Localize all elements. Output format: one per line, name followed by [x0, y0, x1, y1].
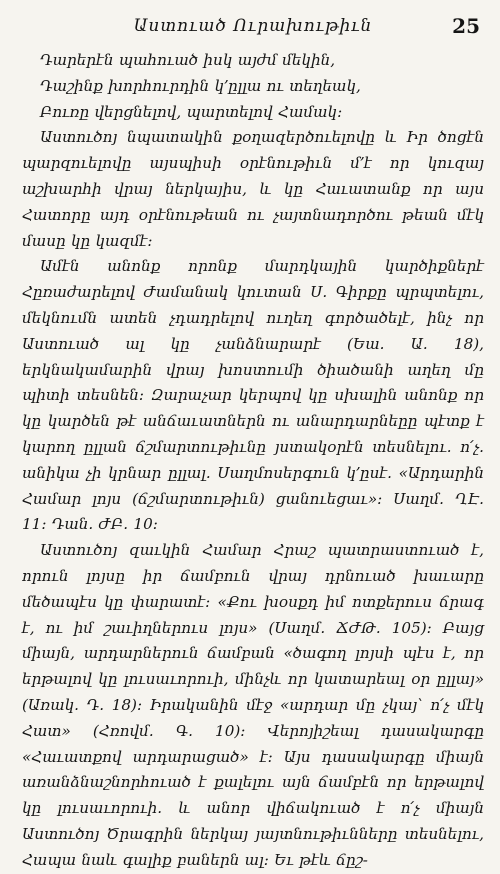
page-header — [22, 10, 484, 42]
page-body — [22, 48, 484, 874]
verse-line-2: Դաշինք խորհուրդին կ՚ըլլա ու տեղեակ, — [40, 76, 361, 95]
running-title: Աստուած Ուրախութիւն — [133, 16, 373, 36]
paragraph-3: Աստուծոյ զաւկին Համար Հրաշ պատրաստուած է, որուն լոյսը իր ճամբուն վրայ դրնուած խաւարը մեծապէս կը փարատէ: «Քու խօսքդ իմ ոտքերուս ճրագ է, ու իմ շաւիղներուս լոյս» (Սաղմ. ՃԺԹ. 105): Բայց միայն, արդարներուն ճամբան «ծագող լոյսի պէս է, որ երթալով կը լուսաւորուի, մինչև որ կատարեալ օր ըլլայ» (Առակ. Դ. 18): Իրականին մէջ «արդար մը չկայ՝ ո՛չ մէկ Հատ» (Հռովմ. Գ. 10): Վերոյիշեալ դասակարգը «Հաւատքով արդարացած» է: Այս դասակարգը միայն առանձնաշնորհուած է քալելու այն ճամբէն որ երթալով կը լուսաւորուի. և անոր վիճակուած է ո՛չ միայն Աստուծոյ Ծրագրին ներկայ յայտնութիւնները տեսնելու, Հապա նաև գալիք բաներն ալ: Եւ թէև ճըշ- — [22, 541, 484, 869]
paragraph-2: Ամէն անոնք որոնք մարդկային կարծիքներէ Հըռաժարելով Ժամանակ կուտան Ս. Գիրքը պրպտելու, մեկնումն ատեն չդադրելով ուղեղ գործածելէ, ինչ որ Աստուած ալ կը չանձնարարէ (Եա. Ա. 18), երկնակամարին վրայ խոստումի ծիածանի աղեղ մը պիտի տեսնեն: Զարաչար կերպով կը սխալին անոնք որ կը կարծեն թէ անճաւատներն ու անարդարնեըը պէտք է կարող ըլլան ճշմարտութիւնը յստակօրէն տեսնելու. ո՛չ. անիկա չի կրնար ըլլալ. Սաղմոսերգուն կ՚ըսէ. «Արդարին Համար լոյս (ճշմարտութիւն) ցանուեցաւ»: Սաղմ. ՂԷ. 11: Դան. ԺԲ. 10: — [22, 257, 484, 534]
verse-line-3: Բուռը վերցնելով, պարտելով Համակ: — [40, 102, 343, 121]
verse-line-1: Դարերէն պահուած իսկ այժմ մեկին, — [40, 51, 336, 69]
paragraph-1: Աստուծոյ նպատակին քօղազերծուելովը և Իր ծոցէն պարզուելովը այսպիսի օրէնութիւն մ՚է որ կուզայ աշխարհի վրայ ներկայիս, և կը Հաւատանք որ այս Հատորը այդ օրէնութեան ու չայտնադործու թեան մէկ մասը կը կազմէ: — [22, 128, 484, 250]
page-number: 25 — [452, 14, 480, 38]
